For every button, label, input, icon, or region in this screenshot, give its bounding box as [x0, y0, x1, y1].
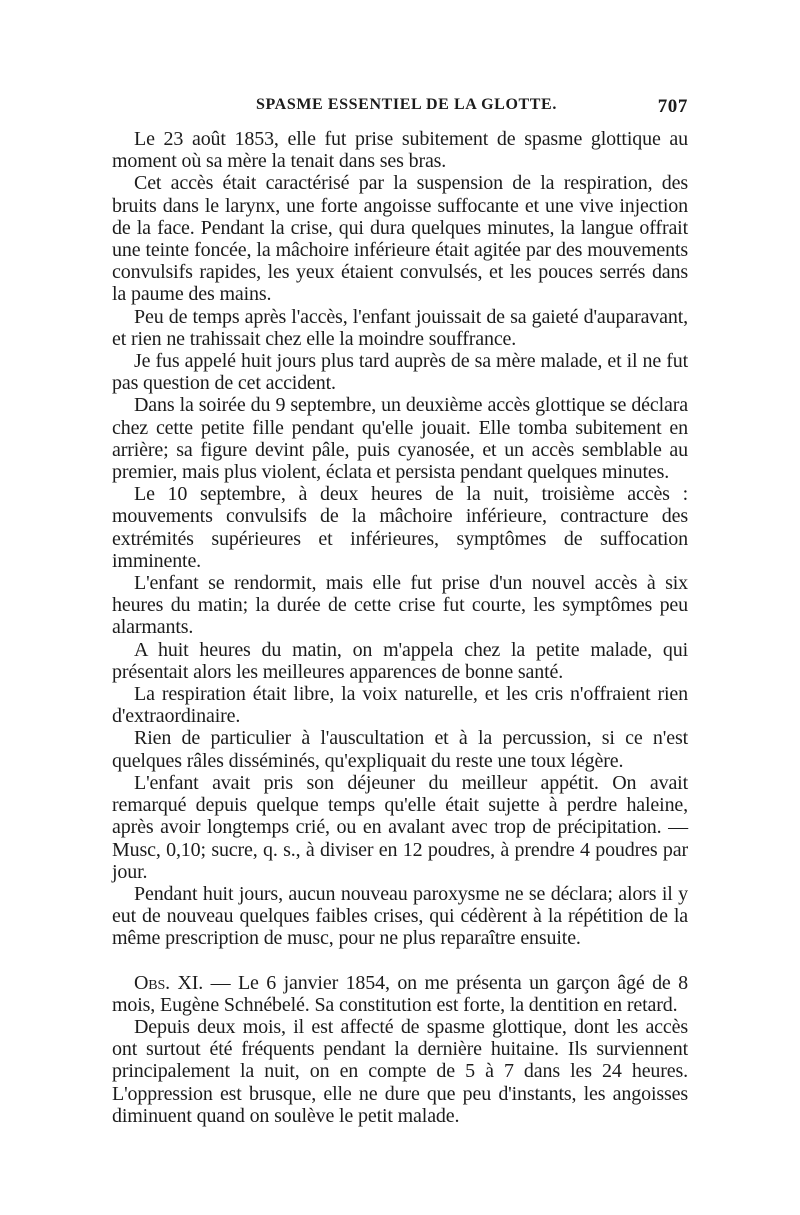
page-number: 707: [657, 96, 688, 117]
observation-label: Obs. XI.: [134, 971, 204, 994]
paragraph: Peu de temps après l'accès, l'enfant jouissait de sa gaieté d'auparavant, et rien ne trahissait chez elle la moindre souffrance.: [112, 305, 688, 350]
paragraph: Le 10 septembre, à deux heures de la nuit, troisième accès : mouvements convulsifs de la mâchoire inférieure, contracture des extrémités supérieures et inférieures, symptômes de suffocation imminente.: [112, 483, 688, 572]
paragraph: La respiration était libre, la voix naturelle, et les cris n'offraient rien d'extraordinaire.: [112, 683, 688, 728]
paragraph: Dans la soirée du 9 septembre, un deuxième accès glottique se déclara chez cette petite fille pendant qu'elle jouait. Elle tomba subitement en arrière; sa figure devint pâle, puis cyanosée, et un accès semblable au premier, mais plus violent, éclata et persista pendant quelques minutes.: [112, 394, 688, 484]
paragraph: Pendant huit jours, aucun nouveau paroxysme ne se déclara; alors il y eut de nouveau quelques faibles crises, qui cédèrent à la répétition de la même prescription de musc, pour ne plus reparaître ensuite.: [112, 882, 688, 950]
observation-paragraph: [112, 972, 688, 1016]
paragraph: Depuis deux mois, il est affecté de spasme glottique, dont les accès ont surtout été fréquents pendant la dernière huitaine. Ils surviennent principalement la nuit, on en compte de 5 à 7 dans les 24 heures. L'oppression est brusque, elle ne dure que peu d'instants, les angoisses diminuent quand on soulève le petit malade.: [112, 1015, 688, 1127]
paragraph: Cet accès était caractérisé par la suspension de la respiration, des bruits dans le larynx, une forte angoisse suffocante et une vive injection de la face. Pendant la crise, qui dura quelques minutes, la langue offrait une teinte foncée, la mâchoire inférieure était agitée par des mouvements convulsifs rapides, les yeux étaient convulsés, et les pouces serrés dans la paume des mains.: [112, 172, 688, 306]
observation-text: — Le 6 janvier 1854, on me présenta un garçon âgé de 8 mois, Eugène Schnébelé. Sa constitution est forte, la dentition en retard.: [112, 971, 688, 1016]
running-title: SPASME ESSENTIEL DE LA GLOTTE.: [256, 96, 557, 113]
paragraph: A huit heures du matin, on m'appela chez la petite malade, qui présentait alors les meilleures apparences de bonne santé.: [112, 638, 688, 683]
body-text: [112, 128, 688, 1127]
paragraph: L'enfant se rendormit, mais elle fut prise d'un nouvel accès à six heures du matin; la durée de cette crise fut courte, les symptômes peu alarmants.: [112, 572, 688, 639]
paragraph: Le 23 août 1853, elle fut prise subitement de spasme glottique au moment où sa mère la tenait dans ses bras.: [112, 128, 688, 173]
running-head: [112, 96, 688, 120]
paragraph: L'enfant avait pris son déjeuner du meilleur appétit. On avait remarqué depuis quelque temps qu'elle était sujette à perdre haleine, après avoir longtemps crié, ou en avalant avec trop de précipitation. — Musc, 0,10; sucre, q. s., à diviser en 12 poudres, à prendre 4 poudres par jour.: [112, 771, 688, 883]
paragraph: Rien de particulier à l'auscultation et à la percussion, si ce n'est quelques râles disséminés, qu'expliquait du reste une toux légère.: [112, 727, 688, 772]
paragraph: Je fus appelé huit jours plus tard auprès de sa mère malade, et il ne fut pas question de cet accident.: [112, 350, 688, 395]
